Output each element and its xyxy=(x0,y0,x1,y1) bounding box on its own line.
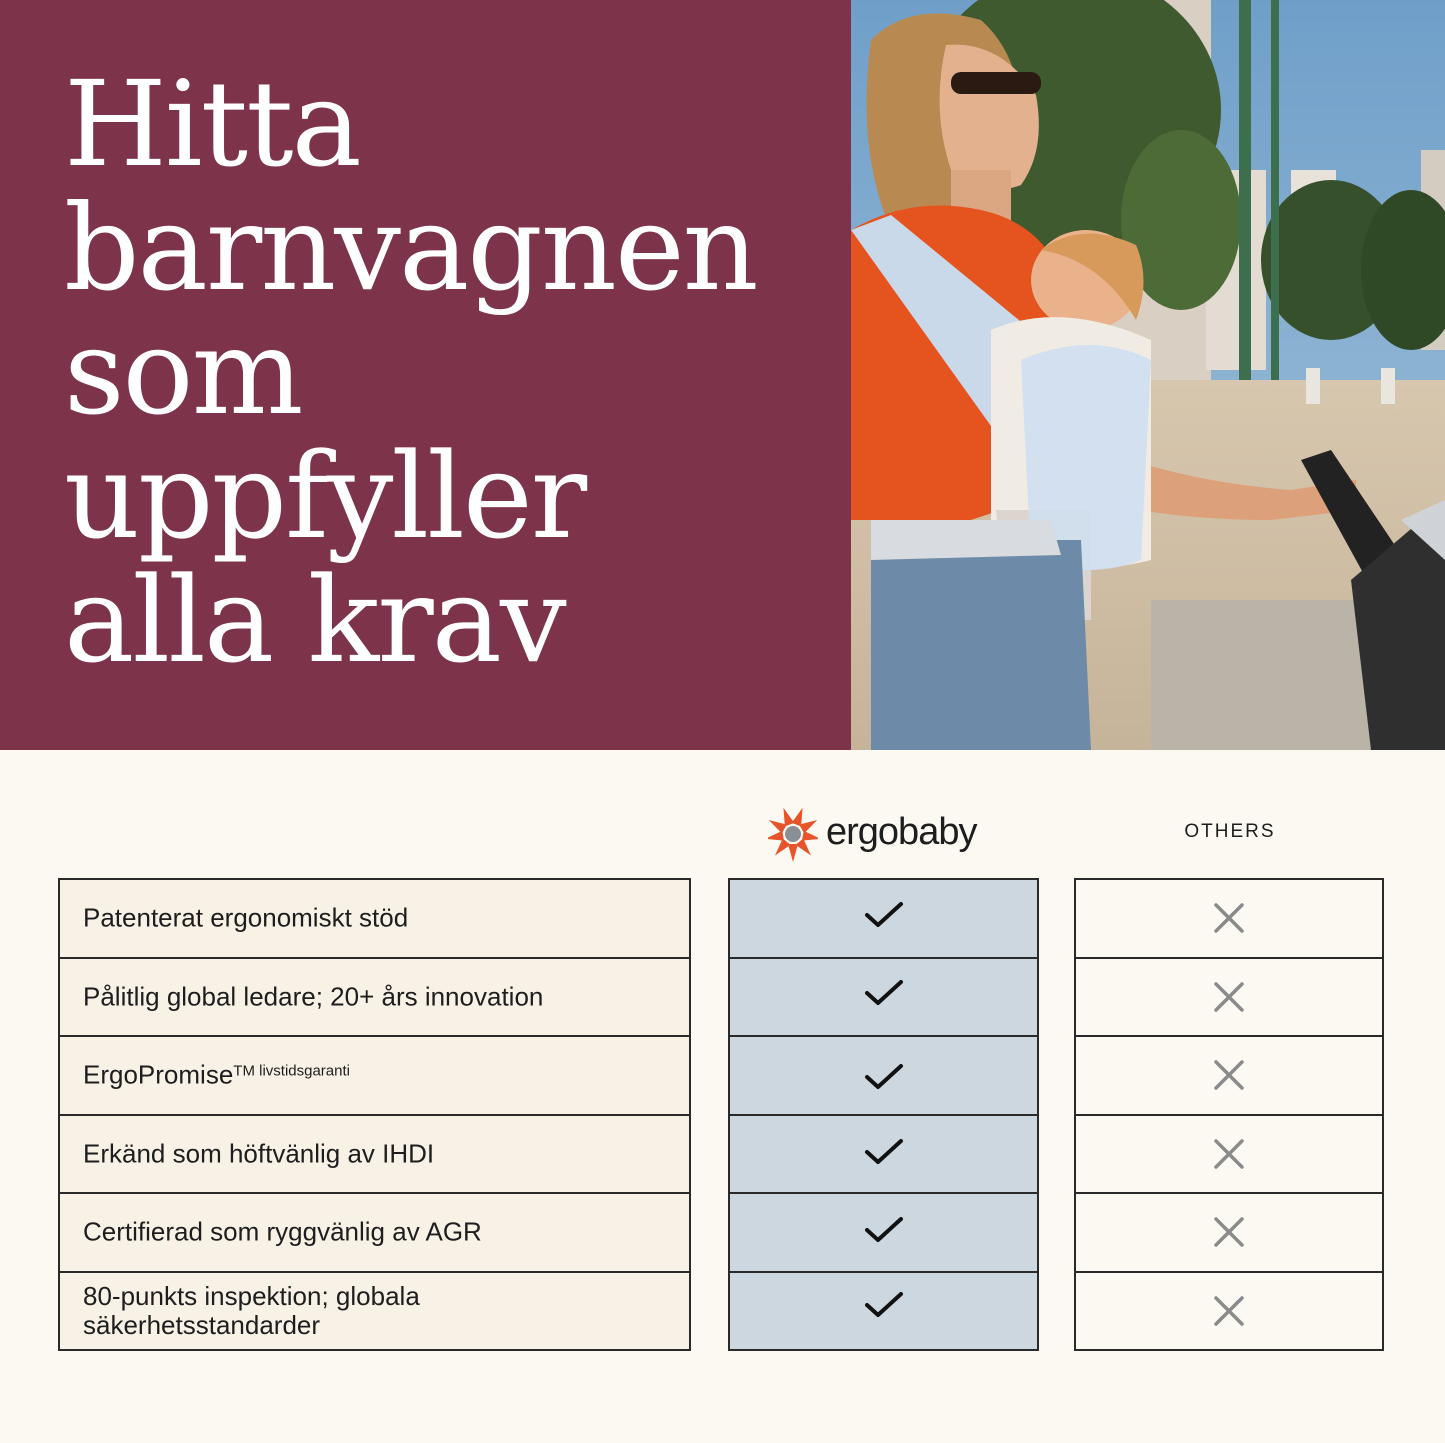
headline-line: Hitta xyxy=(64,55,360,193)
others-cell xyxy=(1074,878,1384,959)
headline-line: som xyxy=(64,303,302,441)
check-icon xyxy=(864,900,904,930)
features-column xyxy=(58,878,691,1351)
feature-label: Certifierad som ryggvänlig av AGR xyxy=(83,1216,482,1247)
feature-label: Pålitlig global ledare; 20+ års innovation xyxy=(83,981,544,1012)
brand-label: ergobaby xyxy=(826,810,977,853)
check-icon xyxy=(864,978,904,1008)
headline-line: uppfyller xyxy=(64,427,586,565)
feature-row xyxy=(58,1035,691,1116)
hero-photo xyxy=(851,0,1445,750)
x-icon xyxy=(1213,981,1245,1013)
feature-label: ErgoPromise$^{TM livstidsgaranti}$ xyxy=(83,1059,350,1090)
ergobaby-cell xyxy=(728,878,1039,959)
x-icon xyxy=(1213,1216,1245,1248)
check-icon xyxy=(864,1290,904,1320)
x-icon xyxy=(1213,1138,1245,1170)
hero-headline-panel xyxy=(0,0,851,750)
others-cell xyxy=(1074,1192,1384,1273)
x-icon xyxy=(1213,902,1245,934)
others-cell xyxy=(1074,1035,1384,1116)
ergobaby-cell xyxy=(728,957,1039,1038)
check-icon xyxy=(864,1062,904,1092)
feature-label: Patenterat ergonomiskt stöd xyxy=(83,902,409,933)
others-label: OTHERS xyxy=(1184,821,1276,842)
feature-label: Erkänd som höftvänlig av IHDI xyxy=(83,1138,435,1169)
feature-label: 80-punkts inspektion; globala säkerhetsstandarder xyxy=(83,1280,420,1340)
feature-row xyxy=(58,878,691,959)
others-cell xyxy=(1074,957,1384,1038)
feature-row xyxy=(58,1271,691,1352)
mother-carrying-baby-photo xyxy=(851,0,1445,750)
others-cell xyxy=(1074,1114,1384,1195)
ergobaby-cell xyxy=(728,1114,1039,1195)
headline xyxy=(64,55,757,689)
feature-row xyxy=(58,957,691,1038)
ergobaby-sunburst-icon xyxy=(768,802,818,862)
headline-line: barnvagnen xyxy=(64,179,757,317)
ergobaby-cell xyxy=(728,1035,1039,1116)
ergobaby-column xyxy=(728,878,1039,1351)
check-icon xyxy=(864,1137,904,1167)
headline-line: alla krav xyxy=(64,551,565,689)
ergobaby-cell xyxy=(728,1271,1039,1352)
others-column xyxy=(1074,878,1384,1351)
feature-row xyxy=(58,1192,691,1273)
check-icon xyxy=(864,1215,904,1245)
x-icon xyxy=(1213,1295,1245,1327)
ergobaby-logo xyxy=(768,800,976,864)
feature-superscript: TM livstidsgaranti xyxy=(233,1062,350,1080)
ergobaby-cell xyxy=(728,1192,1039,1273)
x-icon xyxy=(1213,1059,1245,1091)
feature-row xyxy=(58,1114,691,1195)
others-cell xyxy=(1074,1271,1384,1352)
